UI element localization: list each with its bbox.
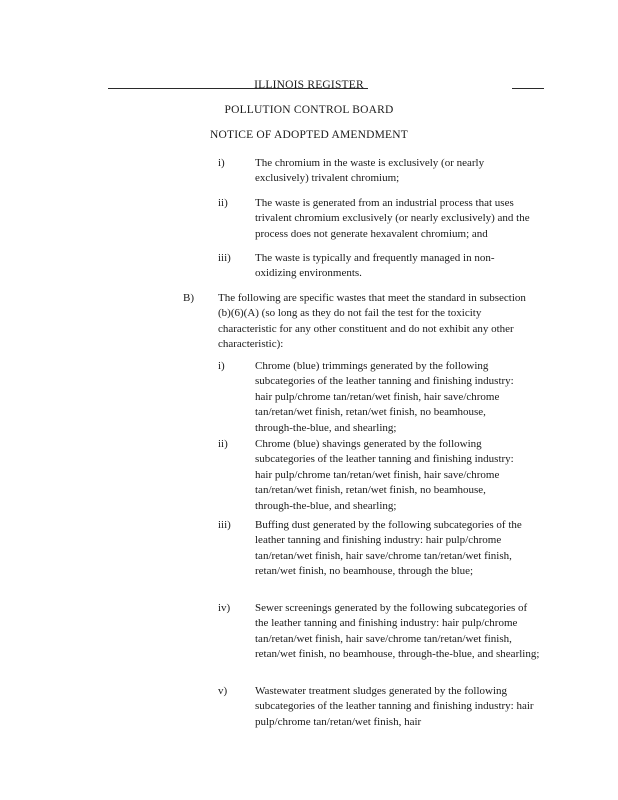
item-text: Chrome (blue) shavings generated by the following subcategories of the leather tanning and finishing industry: hair pulp/chrome tan/retan/wet finish, hair save/chrome tan/retan/wet finish, retan/wet finish, no beamhouse, through-the-blue, and shearling; <box>255 438 514 512</box>
item-text: Sewer screenings generated by the following subcategories of the leather tanning and finishing industry: hair pulp/chrome tan/retan/wet finish, hair save/chrome tan/retan/wet finish, retan/wet finish, no beamhouse, through-the-blue, and shearling; <box>255 602 540 661</box>
section-text: The following are specific wastes that meet the standard in subsection (b)(6)(A) (so long as they do not fail the test for the toxicity characteristic for any other constituent and do not exhibit any other characteristic): <box>218 292 526 351</box>
register-title: ILLINOIS REGISTER <box>254 79 364 91</box>
item-label: ii) <box>218 438 228 450</box>
item-label: iii) <box>218 252 231 264</box>
item-label: ii) <box>218 197 228 209</box>
item-text: The chromium in the waste is exclusively (or nearly exclusively) trivalent chromium; <box>255 157 485 185</box>
item-text: The waste is generated from an industrial process that uses trivalent chromium exclusively (or nearly exclusively) and the process does not generate hexavalent chromium; and <box>255 197 530 240</box>
item-text: Buffing dust generated by the following subcategories of the leather tanning and finishing industry: hair pulp/chrome tan/retan/wet finish, hair save/chrome tan/retan/wet finish, retan/wet finish, no beamhouse, through the blue; <box>255 519 522 578</box>
item-text: Wastewater treatment sludges generated by the following subcategories of the leather tanning and finishing industry: hair pulp/chrome tan/retan/wet finish, hair <box>255 685 534 728</box>
item-label: iii) <box>218 519 231 531</box>
notice-title: NOTICE OF ADOPTED AMENDMENT <box>209 129 409 141</box>
item-label: v) <box>218 685 228 697</box>
item-text: The waste is typically and frequently managed in non-oxidizing environments. <box>255 252 495 280</box>
item-label: iv) <box>218 602 231 614</box>
item-label: i) <box>218 360 225 372</box>
section-label: B) <box>183 292 194 304</box>
item-text: Chrome (blue) trimmings generated by the following subcategories of the leather tanning and finishing industry: hair pulp/chrome tan/retan/wet finish, hair save/chrome tan/retan/wet finish, retan/wet finish, no beamhouse, through-the-blue, and shearling; <box>255 360 514 434</box>
board-title: POLLUTION CONTROL BOARD <box>224 104 394 116</box>
item-label: i) <box>218 157 225 169</box>
